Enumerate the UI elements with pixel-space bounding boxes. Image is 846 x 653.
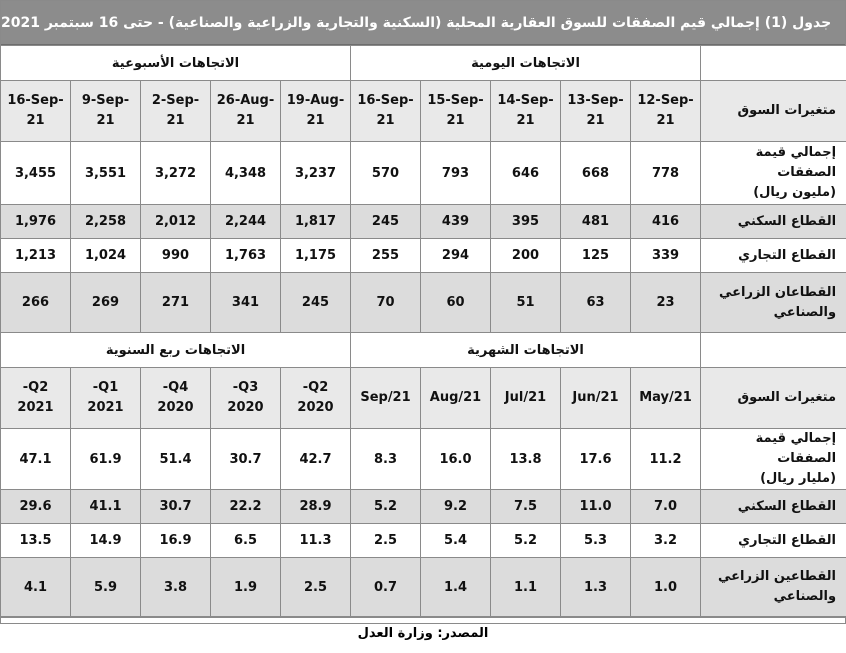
table-cell: 63 [561,273,631,333]
table-cell: 1.1 [491,558,561,617]
table-cell: 416 [631,205,701,239]
column-header: 2-Sep- 21 [141,81,211,142]
table-cell: 13.8 [491,429,561,490]
table-cell: 8.3 [351,429,421,490]
table-cell: 11.2 [631,429,701,490]
table-cell: 42.7 [281,429,351,490]
table-cell: 668 [561,142,631,205]
table-cell: 125 [561,239,631,273]
table-cell: 4.1 [1,558,71,617]
column-header: 9-Sep- 21 [71,81,141,142]
column-header: 16-Sep- 21 [1,81,71,142]
table-cell: 294 [421,239,491,273]
column-header: -Q2 2021 [1,368,71,429]
table-cell: 1.9 [211,558,281,617]
table-row [1,239,846,273]
table-cell: 30.7 [211,429,281,490]
table-cell: 6.5 [211,524,281,558]
table-cell: 16.9 [141,524,211,558]
group-header: الاتجاهات اليومية [351,46,701,81]
row-label: القطاعين الزراعي والصناعي [701,558,846,617]
table-cell: 2,258 [71,205,141,239]
table-cell: 9.2 [421,490,491,524]
group-header-blank [701,46,846,81]
column-header: May/21 [631,368,701,429]
table-cell: 481 [561,205,631,239]
table-cell: 14.9 [71,524,141,558]
column-header: 14-Sep- 21 [491,81,561,142]
table-cell: 1.4 [421,558,491,617]
table-cell: 30.7 [141,490,211,524]
data-table [0,45,846,617]
table-title: جدول (1) إجمالي قيم الصفقات للسوق العقارية المحلية (السكنية والتجارية والزراعية والصناعية) - حتى 16 سبتمبر 2021 [1,1,845,45]
column-header: Sep/21 [351,368,421,429]
table-cell: 3,455 [1,142,71,205]
row-label: إجمالي قيمة الصفقات (مليون ريال) [701,142,846,205]
table-cell: 23 [631,273,701,333]
table-cell: 13.5 [1,524,71,558]
table-cell: 7.0 [631,490,701,524]
table-cell: 5.2 [491,524,561,558]
table-row [1,429,846,490]
row-label: القطاع السكني [701,205,846,239]
table-cell: 5.9 [71,558,141,617]
column-header: -Q2 2020 [281,368,351,429]
row-label: القطاع التجاري [701,239,846,273]
table-cell: 5.4 [421,524,491,558]
table-cell: 1,817 [281,205,351,239]
table-cell: 51 [491,273,561,333]
table-cell: 200 [491,239,561,273]
table-row [1,490,846,524]
table-cell: 4,348 [211,142,281,205]
table-cell: 3,237 [281,142,351,205]
group-header-blank [701,333,846,368]
table-cell: 16.0 [421,429,491,490]
table-cell: 2.5 [281,558,351,617]
table-cell: 1.3 [561,558,631,617]
column-header: Jul/21 [491,368,561,429]
column-header: 26-Aug- 21 [211,81,281,142]
group-header: الاتجاهات الأسبوعية [1,46,351,81]
table-row [1,273,846,333]
column-header: 15-Sep- 21 [421,81,491,142]
table-cell: 255 [351,239,421,273]
table-cell: 271 [141,273,211,333]
table-cell: 339 [631,239,701,273]
group-header: الاتجاهات الشهرية [351,333,701,368]
table-cell: 341 [211,273,281,333]
row-label: القطاع السكني [701,490,846,524]
table-cell: 5.3 [561,524,631,558]
table-cell: 646 [491,142,561,205]
row-label: القطاعان الزراعي والصناعي [701,273,846,333]
table-cell: 41.1 [71,490,141,524]
column-header: -Q4 2020 [141,368,211,429]
table-row [1,524,846,558]
table-cell: 1,976 [1,205,71,239]
table-cell: 47.1 [1,429,71,490]
table-cell: 245 [351,205,421,239]
row-header-title: متغيرات السوق [701,81,846,142]
table-cell: 3.2 [631,524,701,558]
table-cell: 2,244 [211,205,281,239]
column-header: Jun/21 [561,368,631,429]
table-cell: 2.5 [351,524,421,558]
table-cell: 266 [1,273,71,333]
table-cell: 1,024 [71,239,141,273]
column-header: Aug/21 [421,368,491,429]
column-header: 16-Sep- 21 [351,81,421,142]
table-cell: 2,012 [141,205,211,239]
table-cell: 570 [351,142,421,205]
table-cell: 1,213 [1,239,71,273]
table-row [1,205,846,239]
table-row [1,142,846,205]
table-cell: 28.9 [281,490,351,524]
table-cell: 3.8 [141,558,211,617]
table-cell: 245 [281,273,351,333]
table-cell: 439 [421,205,491,239]
column-header: -Q3 2020 [211,368,281,429]
row-label: إجمالي قيمة الصفقات (مليار ريال) [701,429,846,490]
table-cell: 11.0 [561,490,631,524]
column-header: -Q1 2021 [71,368,141,429]
table-cell: 395 [491,205,561,239]
table-cell: 51.4 [141,429,211,490]
table-cell: 22.2 [211,490,281,524]
column-header: 13-Sep- 21 [561,81,631,142]
table-cell: 5.2 [351,490,421,524]
table-cell: 17.6 [561,429,631,490]
table-cell: 60 [421,273,491,333]
column-header: 12-Sep- 21 [631,81,701,142]
table-cell: 0.7 [351,558,421,617]
table-cell: 793 [421,142,491,205]
row-header-title: متغيرات السوق [701,368,846,429]
source-note: المصدر: وزارة العدل [1,617,845,653]
table-cell: 1,175 [281,239,351,273]
table-cell: 990 [141,239,211,273]
table-cell: 269 [71,273,141,333]
table-cell: 3,272 [141,142,211,205]
row-label: القطاع التجاري [701,524,846,558]
table-cell: 29.6 [1,490,71,524]
table-cell: 70 [351,273,421,333]
table-cell: 1.0 [631,558,701,617]
table-cell: 778 [631,142,701,205]
table-row [1,558,846,617]
table-cell: 1,763 [211,239,281,273]
table-cell: 3,551 [71,142,141,205]
table-cell: 61.9 [71,429,141,490]
table-cell: 11.3 [281,524,351,558]
group-header: الاتجاهات ربع السنوية [1,333,351,368]
column-header: 19-Aug- 21 [281,81,351,142]
table-cell: 7.5 [491,490,561,524]
